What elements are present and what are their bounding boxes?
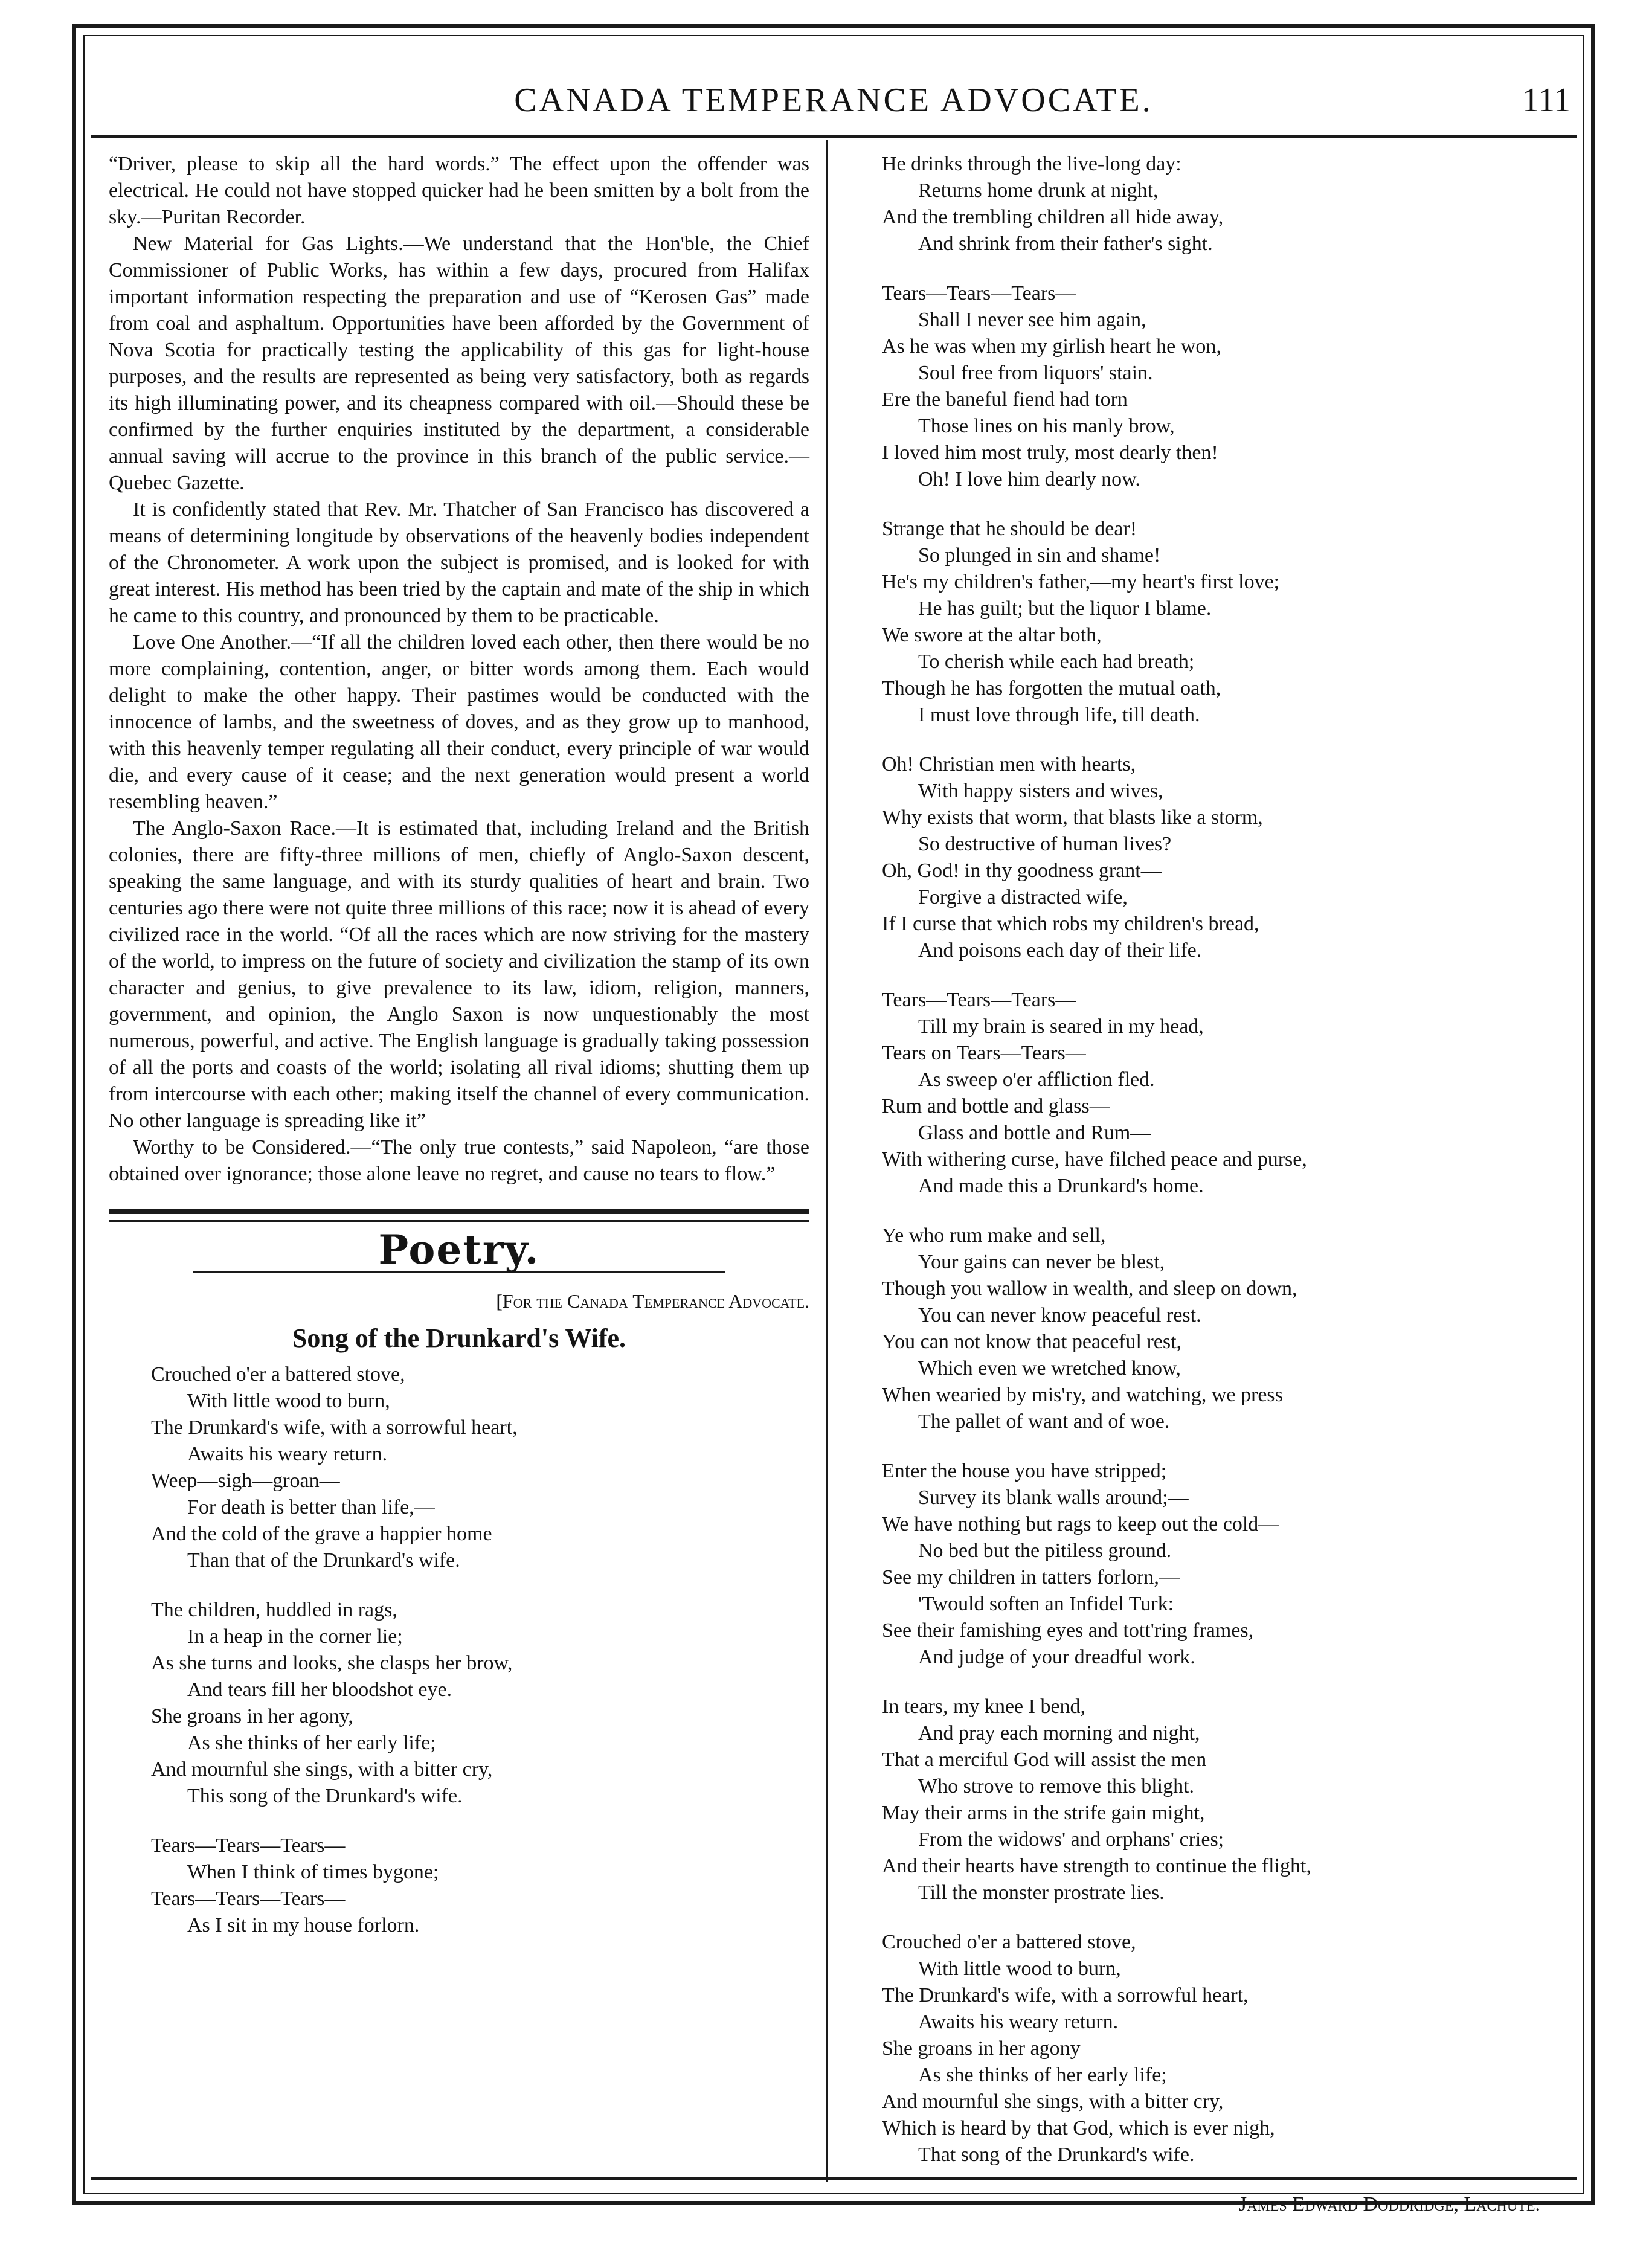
poem-line: Who strove to remove this blight. xyxy=(918,1775,1195,1797)
poem-line: For death is better than life,— xyxy=(187,1496,435,1518)
poem-line: Tears on Tears—Tears— xyxy=(882,1042,1086,1064)
poem-line: And the cold of the grave a happier home xyxy=(151,1523,492,1545)
poem-line: Till my brain is seared in my head, xyxy=(918,1015,1204,1038)
poem-line: Though he has forgotten the mutual oath, xyxy=(882,677,1221,699)
left-column xyxy=(109,151,809,1962)
poem-line: Tears—Tears—Tears— xyxy=(151,1887,346,1910)
poem-line: As he was when my girlish heart he won, xyxy=(882,335,1221,358)
poem-line: And pray each morning and night, xyxy=(918,1722,1200,1744)
poem-stanza xyxy=(882,1458,1558,1671)
poem-stanza xyxy=(882,987,1558,1200)
poem-line: In a heap in the corner lie; xyxy=(187,1625,403,1648)
poem-line: You can not know that peaceful rest, xyxy=(882,1331,1182,1353)
poem-stanza xyxy=(882,1929,1558,2168)
poem-line: Awaits his weary return. xyxy=(187,1443,388,1465)
poem-line: Which even we wretched know, xyxy=(918,1357,1181,1380)
poem-line: Glass and bottle and Rum— xyxy=(918,1122,1151,1144)
poem-line: He's my children's father,—my heart's first love; xyxy=(882,571,1280,593)
poem-line: He drinks through the live-long day: xyxy=(882,153,1181,175)
poem-line: 'Twould soften an Infidel Turk: xyxy=(918,1593,1174,1615)
poem-line: We swore at the altar both, xyxy=(882,624,1102,646)
poem-line: And tears fill her bloodshot eye. xyxy=(187,1679,452,1701)
poem-line: And made this a Drunkard's home. xyxy=(918,1175,1204,1197)
poem-line: And their hearts have strength to continue the flight, xyxy=(882,1855,1311,1877)
poem-line: See their famishing eyes and tott'ring frames, xyxy=(882,1619,1254,1642)
poem-line: Tears—Tears—Tears— xyxy=(882,989,1076,1011)
poem-line: Forgive a distracted wife, xyxy=(918,886,1128,908)
section-double-rule xyxy=(109,1209,809,1222)
article-worthy-considered: Worthy to be Considered.—“The only true contests,” said Napoleon, “are those obtained over ignorance; those alone leave no regret, and cause no tears to flow.” xyxy=(109,1136,809,1185)
right-column xyxy=(882,151,1558,2218)
poem-line: When I think of times bygone; xyxy=(187,1861,439,1883)
poem-line: Oh! Christian men with hearts, xyxy=(882,753,1136,776)
poem-line: Enter the house you have stripped; xyxy=(882,1460,1167,1482)
poem-line: You can never know peaceful rest. xyxy=(918,1304,1201,1326)
poem-stanza xyxy=(882,1222,1558,1435)
poem-author-signature: James Edward Doddridge, Lachute. xyxy=(1238,2193,1540,2215)
poem-line: The pallet of want and of woe. xyxy=(918,1410,1170,1433)
poem-line: The Drunkard's wife, with a sorrowful heart, xyxy=(882,1984,1249,2006)
poem-line: As I sit in my house forlorn. xyxy=(187,1914,420,1936)
poem-line: She groans in her agony xyxy=(882,2037,1081,2060)
poem-line: Which is heard by that God, which is ever nigh, xyxy=(882,2117,1275,2139)
poem-line: As sweep o'er affliction fled. xyxy=(918,1068,1155,1091)
poem-stanza xyxy=(109,1361,809,1574)
poem-line: If I curse that which robs my children's bread, xyxy=(882,913,1259,935)
poem-line: Though you wallow in wealth, and sleep on down, xyxy=(882,1277,1297,1300)
poem-line: Soul free from liquors' stain. xyxy=(918,362,1153,384)
poem-line: As she turns and looks, she clasps her brow, xyxy=(151,1652,513,1674)
header-rule xyxy=(91,135,1577,138)
poem-line: So destructive of human lives? xyxy=(918,833,1172,855)
poem-line: Tears—Tears—Tears— xyxy=(151,1834,346,1857)
poem-line: May their arms in the strife gain might, xyxy=(882,1802,1205,1824)
poem-line: Crouched o'er a battered stove, xyxy=(882,1931,1136,1953)
poem-line: I loved him most truly, most dearly then! xyxy=(882,442,1218,464)
poem-line: The children, huddled in rags, xyxy=(151,1599,397,1621)
poem-stanza xyxy=(882,151,1558,257)
poem-line: He has guilt; but the liquor I blame. xyxy=(918,597,1212,620)
poem-stanza xyxy=(882,1694,1558,1906)
poem-line: She groans in her agony, xyxy=(151,1705,353,1727)
poem-stanza xyxy=(109,1833,809,1939)
poem-line: Awaits his weary return. xyxy=(918,2011,1119,2033)
poem-stanza xyxy=(109,1597,809,1810)
article-love-one-another: Love One Another.—“If all the children loved each other, then there would be no more complaining, contention, anger, or bitter words among them. Each would delight to make the other happy. Their pastimes would be conducted with the innocence of lambs, and the sweetness of doves, and as they grow up to manhood, with this heavenly temper regulating all their conduct, every principle of war would die, and every cause of it cease; and the next generation would present a world resembling heaven.” xyxy=(109,631,809,813)
poem-line: Rum and bottle and glass— xyxy=(882,1095,1110,1117)
poem-line: Crouched o'er a battered stove, xyxy=(151,1363,405,1386)
poem-line: And judge of your dreadful work. xyxy=(918,1646,1195,1668)
poem-stanza xyxy=(882,280,1558,493)
page-number: 111 xyxy=(1522,82,1570,119)
newspaper-title: CANADA TEMPERANCE ADVOCATE. xyxy=(514,82,1153,119)
poem-line: From the widows' and orphans' cries; xyxy=(918,1828,1224,1851)
poem-line: Strange that he should be dear! xyxy=(882,518,1137,540)
poem-line: And shrink from their father's sight. xyxy=(918,233,1213,255)
poem-line: To cherish while each had breath; xyxy=(918,651,1195,673)
poem-line: In tears, my knee I bend, xyxy=(882,1695,1086,1718)
poem-line: With happy sisters and wives, xyxy=(918,780,1163,802)
poem-stanza xyxy=(882,751,1558,964)
poem-line: With little wood to burn, xyxy=(187,1390,390,1412)
poem-stanza xyxy=(882,516,1558,728)
footer-rule xyxy=(91,2177,1577,2180)
poem-line: That song of the Drunkard's wife. xyxy=(918,2144,1195,2166)
poem-line: Till the monster prostrate lies. xyxy=(918,1881,1165,1904)
poetry-heading: Poetry. xyxy=(378,1226,540,1273)
poem-line: Tears—Tears—Tears— xyxy=(882,282,1076,304)
poem-line: Your gains can never be blest, xyxy=(918,1251,1165,1273)
poem-line: Returns home drunk at night, xyxy=(918,179,1159,202)
poem-line: Those lines on his manly brow, xyxy=(918,415,1175,437)
poem-line: As she thinks of her early life; xyxy=(918,2064,1167,2086)
poem-line: When wearied by mis'ry, and watching, we press xyxy=(882,1384,1283,1406)
poem-line: The Drunkard's wife, with a sorrowful heart, xyxy=(151,1416,518,1439)
poem-line: With little wood to burn, xyxy=(918,1958,1121,1980)
poem-line: This song of the Drunkard's wife. xyxy=(187,1785,463,1807)
poem-line: Than that of the Drunkard's wife. xyxy=(187,1549,460,1572)
article-driver: “Driver, please to skip all the hard words.” The effect upon the offender was electrical. He could not have stopped quicker had he been smitten by a bolt from the sky.—Puritan Recorder. xyxy=(109,153,809,228)
article-longitude: It is confidently stated that Rev. Mr. Thatcher of San Francisco has discovered a means of determining longitude by observations of the heavenly bodies independent of the Chronometer. A work upon the subject is promised, and is looked for with great interest. His method has been tried by the captain and mate of the ship in which he came to this country, and pronounced by them to be practicable. xyxy=(109,498,809,627)
article-gas-lights: New Material for Gas Lights.—We understand that the Hon'ble, the Chief Commissioner of Public Works, has within a few days, procured from Halifax important information respecting the preparation and use of “Kerosen Gas” made from coal and asphaltum. Opportunities have been afforded by the Government of Nova Scotia for practically testing the applicability of this gas for light-house purposes, and the results are represented as being very satisfactory, both as regards its high illuminating power, and its cheapness compared with oil.—Should these be confirmed by the further enquiries instituted by the department, a considerable annual saving will accrue to the province in this branch of the public service.—Quebec Gazette. xyxy=(109,233,809,494)
poem-line: So plunged in sin and shame! xyxy=(918,544,1161,567)
poem-line: Ere the baneful fiend had torn xyxy=(882,388,1128,411)
poem-line: Oh, God! in thy goodness grant— xyxy=(882,859,1162,882)
poem-title: Song of the Drunkard's Wife. xyxy=(292,1323,626,1353)
poem-line: And poisons each day of their life. xyxy=(918,939,1202,962)
poem-line: Shall I never see him again, xyxy=(918,309,1146,331)
poem-line: Oh! I love him dearly now. xyxy=(918,468,1140,490)
poem-line: And mournful she sings, with a bitter cry, xyxy=(882,2090,1224,2113)
poem-line: We have nothing but rags to keep out the cold— xyxy=(882,1513,1279,1535)
poem-line: Ye who rum make and sell, xyxy=(882,1224,1106,1247)
poem-line: That a merciful God will assist the men xyxy=(882,1749,1207,1771)
poem-source-note: [For the Canada Temperance Advocate. xyxy=(496,1290,809,1312)
poem-line: Survey its blank walls around;— xyxy=(918,1486,1189,1509)
page-header xyxy=(91,72,1577,139)
poem-line: Why exists that worm, that blasts like a storm, xyxy=(882,806,1263,829)
poem-line: Weep—sigh—groan— xyxy=(151,1470,340,1492)
poem-line: With withering curse, have filched peace and purse, xyxy=(882,1148,1307,1171)
poem-line: And the trembling children all hide away, xyxy=(882,206,1224,228)
poem-line: I must love through life, till death. xyxy=(918,704,1200,726)
poem-line: And mournful she sings, with a bitter cry, xyxy=(151,1758,493,1781)
poem-line: No bed but the pitiless ground. xyxy=(918,1540,1172,1562)
poem-line: As she thinks of her early life; xyxy=(187,1732,436,1754)
column-divider xyxy=(826,140,828,2182)
article-anglo-saxon-race: The Anglo-Saxon Race.—It is estimated that, including Ireland and the British colonies, there are fifty-three millions of men, chiefly of Anglo-Saxon descent, speaking the same language, and with its sturdy qualities of heart and brain. Two centuries ago there were not quite three millions of this race; now it is ahead of every civilized race in the world. “Of all the races which are now striving for the mastery of the world, to impress on the future of society and civilization the stamp of its own character and genius, to give prevalence to its law, idiom, religion, manners, government, and opinion, the Anglo Saxon is now unquestionably the most numerous, powerful, and active. The English language is gradually taking possession of all the ports and coasts of the world; isolating all rival idioms; shutting them up from intercourse with each other; making itself the channel of every communication. No other language is spreading like it” xyxy=(109,817,809,1132)
poem-line: See my children in tatters forlorn,— xyxy=(882,1566,1180,1589)
